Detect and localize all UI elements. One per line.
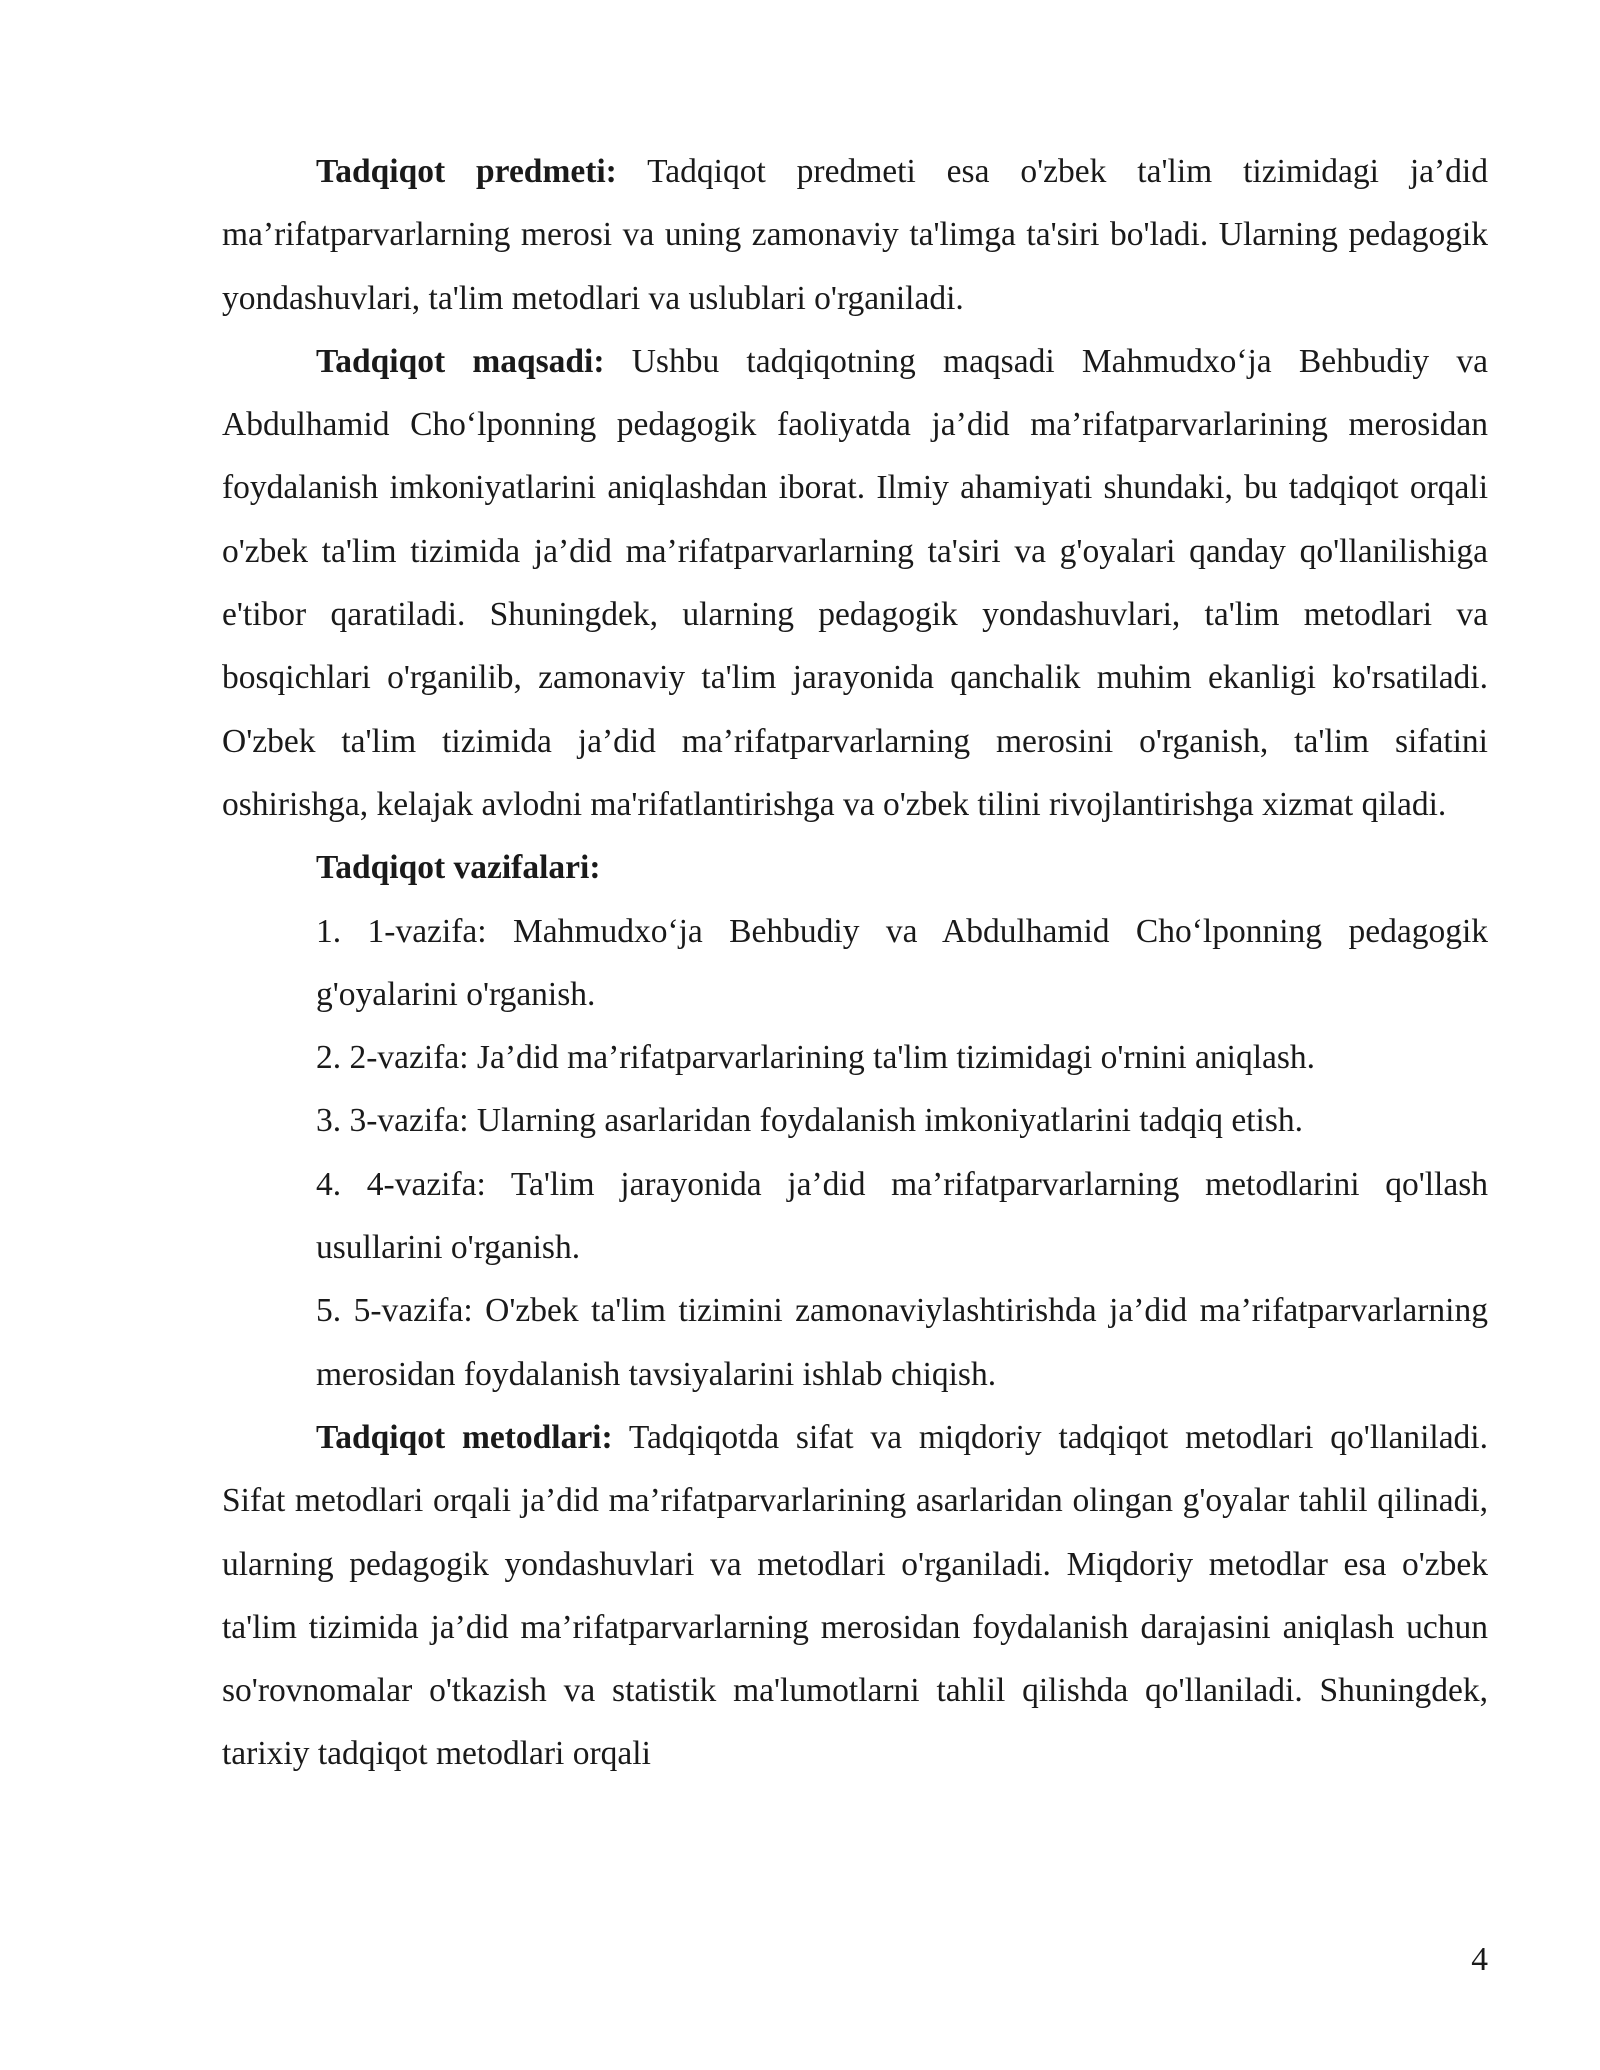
task-item-5: 5. 5-vazifa: O'zbek ta'lim tizimini zamonaviylashtirishda ja’did ma’rifatparvarlarning merosidan foydalanish tavsiyalarini ishlab chiqish. xyxy=(316,1292,1488,1393)
task-item-3: 3. 3-vazifa: Ularning asarlaridan foydalanish imkoniyatlarini tadqiq etish. xyxy=(316,1102,1304,1140)
document-page xyxy=(222,140,1488,1786)
task-item-4: 4. 4-vazifa: Ta'lim jarayonida ja’did ma’rifatparvarlarning metodlarini qo'llash usullarini o'rganish. xyxy=(316,1165,1488,1267)
page-number: 4 xyxy=(1471,1941,1488,1978)
goal-text: Ushbu tadqiqotning maqsadi Mahmudxo‘ja Behbudiy va Abdulhamid Cho‘lponning pedagogik faoliyatda ja’did ma’rifatparvarlarining merosidan foydalanish imkoniyatlarini aniqlashdan iborat. Ilmiy ahamiyati shundaki, bu tadqiqot orqali o'zbek ta'lim tizimida ja’did ma’rifatparvarlarning ta'siri va g'oyalari qanday qo'llanilishiga e'tibor qaratiladi. Shuningdek, ularning pedagogik yondashuvlari, ta'lim metodlari va bosqichlari o'rganilib, zamonaviy ta'lim jarayonida qanchalik muhim ekanligi ko'rsatiladi. O'zbek ta'lim tizimida ja’did ma’rifatparvarlarning merosini o'rganish, ta'lim sifatini oshirishga, kelajak avlodni ma'rifatlantirishga va o'zbek tilini rivojlantirishga xizmat qiladi. xyxy=(222,342,1488,823)
methods-heading: Tadqiqot metodlari: xyxy=(316,1418,613,1456)
task-item-2: 2. 2-vazifa: Ja’did ma’rifatparvarlarining ta'lim tizimidagi o'rnini aniqlash. xyxy=(316,1039,1316,1077)
subject-heading: Tadqiqot predmeti: xyxy=(316,153,617,190)
goal-heading: Tadqiqot maqsadi: xyxy=(316,342,605,380)
tasks-paragraph xyxy=(222,836,1488,899)
methods-paragraph xyxy=(222,1406,1488,1786)
tasks-heading: Tadqiqot vazifalari: xyxy=(316,849,601,887)
task-item-1: 1. 1-vazifa: Mahmudxo‘ja Behbudiy va Abdulhamid Cho‘lponning pedagogik g'oyalarini o'rganish. xyxy=(316,912,1488,1013)
subject-paragraph xyxy=(222,140,1488,330)
subject-text: Tadqiqot predmeti esa o'zbek ta'lim tizimidagi ja’did ma’rifatparvarlarning merosi va uning zamonaviy ta'limga ta'siri bo'ladi. Ularning pedagogik yondashuvlari, ta'lim metodlari va uslublari o'rganiladi. xyxy=(222,153,1488,317)
goal-paragraph xyxy=(222,330,1488,836)
methods-text: Tadqiqotda sifat va miqdoriy tadqiqot metodlari qo'llaniladi. Sifat metodlari orqali ja’did ma’rifatparvarlarining asarlaridan olingan g'oyalar tahlil qilinadi, ularning pedagogik yondashuvlari va metodlari o'rganiladi. Miqdoriy metodlar esa o'zbek ta'lim tizimida ja’did ma’rifatparvarlarning merosidan foydalanish darajasini aniqlash uchun so'rovnomalar o'tkazish va statistik ma'lumotlarni tahlil qilishda qo'llaniladi. Shuningdek, tarixiy tadqiqot metodlari orqali xyxy=(222,1418,1488,1773)
